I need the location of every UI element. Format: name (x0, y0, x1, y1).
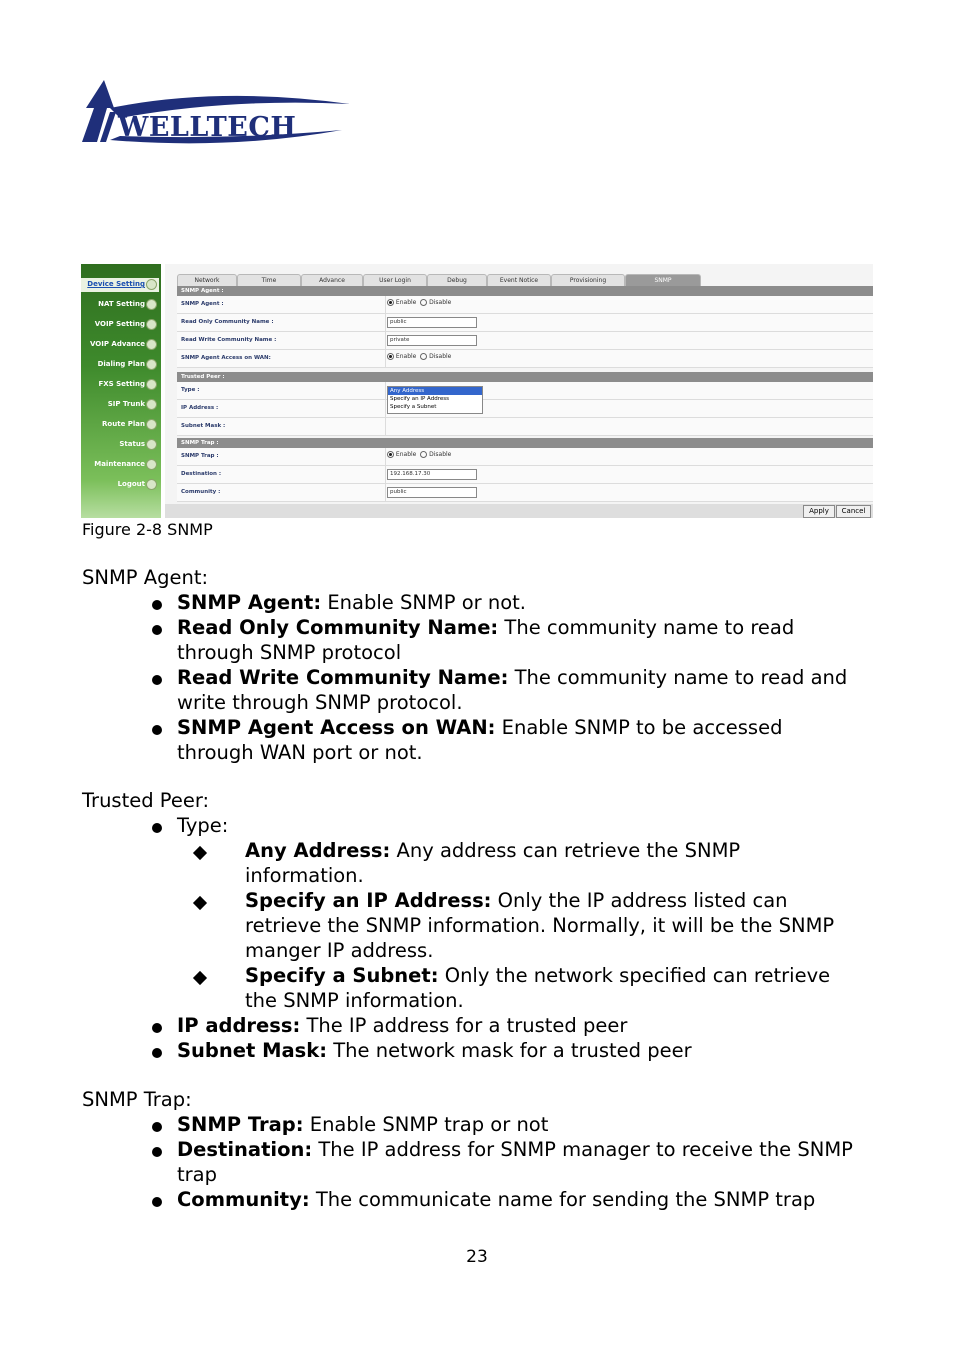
type-option[interactable]: Specify an IP Address (390, 396, 449, 402)
section-heading-trusted: Trusted Peer: (82, 789, 210, 812)
sidebar-item-label: VOIP Advance (89, 340, 145, 348)
term: SNMP Agent: (177, 591, 322, 614)
bullet-icon (152, 1048, 162, 1058)
list-item-continuation: write through SNMP protocol. (177, 691, 463, 714)
list-item-continuation: information. (245, 864, 364, 887)
list-item: SNMP Trap: Enable SNMP trap or not (177, 1113, 549, 1136)
read-write-input[interactable]: private (387, 335, 477, 346)
apply-button[interactable]: Apply (803, 505, 835, 518)
arrow-icon (146, 459, 157, 470)
list-item: Community: The communicate name for sending the SNMP trap (177, 1188, 816, 1211)
term: Read Write Community Name: (177, 666, 509, 689)
sidebar-item-label: FXS Setting (98, 380, 145, 388)
arrow-icon (146, 279, 157, 290)
sidebar (81, 264, 161, 518)
list-item: IP address: The IP address for a trusted peer (177, 1014, 628, 1037)
section-heading-agent: SNMP Agent: (82, 566, 209, 589)
settings-panel (165, 264, 873, 518)
bullet-icon (152, 675, 162, 685)
tab-snmp[interactable]: SNMP (625, 274, 701, 286)
term: IP address: (177, 1014, 301, 1037)
sidebar-item[interactable] (81, 298, 159, 312)
community-input[interactable]: public (387, 487, 477, 498)
tab-debug[interactable]: Debug (427, 274, 487, 286)
list-item-continuation: the SNMP information. (245, 989, 464, 1012)
tab-network[interactable]: Network (177, 274, 237, 286)
disable-radio[interactable] (420, 299, 427, 306)
sidebar-item[interactable] (81, 458, 159, 472)
sidebar-item[interactable] (81, 338, 159, 352)
wan-disable-radio[interactable] (420, 353, 427, 360)
term: Subnet Mask: (177, 1039, 328, 1062)
list-item-continuation: through WAN port or not. (177, 741, 423, 764)
bullet-icon (152, 1023, 162, 1033)
tab-event-notice[interactable]: Event Notice (487, 274, 551, 286)
bullet-icon (152, 1122, 162, 1132)
term: Any Address: (245, 839, 391, 862)
bullet-icon (152, 625, 162, 635)
bullet-icon (152, 1147, 162, 1157)
sidebar-item[interactable] (81, 378, 159, 392)
arrow-icon (146, 339, 157, 350)
type-label: Type: (177, 814, 229, 837)
term: SNMP Trap: (177, 1113, 304, 1136)
destination-input[interactable]: 192.168.17.30 (387, 469, 477, 480)
row-snmp-trap: SNMP Trap : Enable Disable (177, 448, 873, 466)
list-item-continuation: retrieve the SNMP information. Normally, it will be the SNMP (245, 914, 835, 937)
row-snmp-agent: SNMP Agent : Enable Disable (177, 296, 873, 314)
list-item: Read Only Community Name: The community name to read (177, 616, 795, 639)
section-trusted-peer: Trusted Peer : (177, 372, 873, 382)
arrow-icon (146, 359, 157, 370)
bullet-icon (152, 823, 162, 833)
bullet-icon (152, 600, 162, 610)
row-wan-access: SNMP Agent Access on WAN: Enable Disable (177, 350, 873, 368)
type-option[interactable]: Any Address (388, 387, 482, 395)
row-ip-address: IP Address : (177, 400, 873, 418)
list-item: Destination: The IP address for SNMP manager to receive the SNMP (177, 1138, 853, 1161)
row-read-only: Read Only Community Name : public (177, 314, 873, 332)
tab-time[interactable]: Time (237, 274, 301, 286)
read-only-input[interactable]: public (387, 317, 477, 328)
row-type: Type : (177, 382, 873, 400)
arrow-icon (146, 419, 157, 430)
sidebar-item-label: Route Plan (102, 420, 145, 428)
type-option[interactable]: Specify a Subnet (390, 404, 437, 410)
arrow-icon (146, 439, 157, 450)
row-read-write: Read Write Community Name : private (177, 332, 873, 350)
sidebar-item-label: Device Setting (87, 280, 145, 288)
bullet-icon (152, 725, 162, 735)
sidebar-item[interactable] (81, 278, 159, 292)
bullet-icon (152, 1197, 162, 1207)
term: Specify a Subnet: (245, 964, 439, 987)
term: Destination: (177, 1138, 313, 1161)
diamond-icon (193, 896, 207, 910)
term: Community: (177, 1188, 310, 1211)
list-item: Any Address: Any address can retrieve the SNMP (245, 839, 741, 862)
wan-enable-radio[interactable] (387, 353, 394, 360)
tab-user-login[interactable]: User Login (363, 274, 427, 286)
list-item: SNMP Agent: Enable SNMP or not. (177, 591, 526, 614)
sidebar-item-label: Maintenance (94, 460, 145, 468)
cancel-button[interactable]: Cancel (836, 505, 871, 518)
page-number: 23 (466, 1247, 488, 1267)
list-item-continuation: through SNMP protocol (177, 641, 402, 664)
button-bar (165, 504, 873, 518)
list-item-continuation: manger IP address. (245, 939, 434, 962)
section-snmp-agent: SNMP Agent : (177, 286, 873, 296)
arrow-icon (146, 379, 157, 390)
list-item: SNMP Agent Access on WAN: Enable SNMP to be accessed (177, 716, 783, 739)
row-community: Community : public (177, 484, 873, 502)
sidebar-item-label: VOIP Setting (94, 320, 145, 328)
figure-caption: Figure 2-8 SNMP (82, 520, 213, 539)
sidebar-item[interactable] (81, 318, 159, 332)
enable-radio[interactable] (387, 299, 394, 306)
row-subnet-mask: Subnet Mask : (177, 418, 873, 436)
arrow-icon (146, 299, 157, 310)
sidebar-item[interactable] (81, 418, 159, 432)
section-snmp-trap: SNMP Trap : (177, 438, 873, 448)
list-item: Subnet Mask: The network mask for a trusted peer (177, 1039, 692, 1062)
sidebar-item-label: Status (119, 440, 145, 448)
term: Read Only Community Name: (177, 616, 499, 639)
arrow-icon (146, 399, 157, 410)
type-listbox[interactable] (387, 386, 483, 414)
arrow-icon (146, 319, 157, 330)
snmp-screenshot (81, 264, 873, 518)
sidebar-item-label: Dialing Plan (97, 360, 145, 368)
tab-provisioning[interactable]: Provisioning (551, 274, 625, 286)
arrow-icon (146, 479, 157, 490)
sidebar-item[interactable] (81, 398, 159, 412)
sidebar-item[interactable] (81, 358, 159, 372)
tab-bar (165, 274, 873, 285)
sidebar-item-label: SIP Trunk (107, 400, 145, 408)
row-destination: Destination : 192.168.17.30 (177, 466, 873, 484)
sidebar-item[interactable] (81, 478, 159, 492)
list-item: Specify an IP Address: Only the IP address listed can (245, 889, 788, 912)
list-item: Specify a Subnet: Only the network specified can retrieve (245, 964, 831, 987)
sidebar-item[interactable] (81, 438, 159, 452)
list-item-continuation: trap (177, 1163, 217, 1186)
diamond-icon (193, 971, 207, 985)
term: Specify an IP Address: (245, 889, 492, 912)
sidebar-item-label: NAT Setting (98, 300, 145, 308)
trap-disable-radio[interactable] (420, 451, 427, 458)
tab-advance[interactable]: Advance (301, 274, 363, 286)
term: SNMP Agent Access on WAN: (177, 716, 496, 739)
list-item: Read Write Community Name: The community name to read and (177, 666, 848, 689)
logo-wordmark: WELLTECH (118, 112, 297, 143)
sidebar-item-label: Logout (117, 480, 145, 488)
diamond-icon (193, 846, 207, 860)
trap-enable-radio[interactable] (387, 451, 394, 458)
section-heading-trap: SNMP Trap: (82, 1088, 192, 1111)
